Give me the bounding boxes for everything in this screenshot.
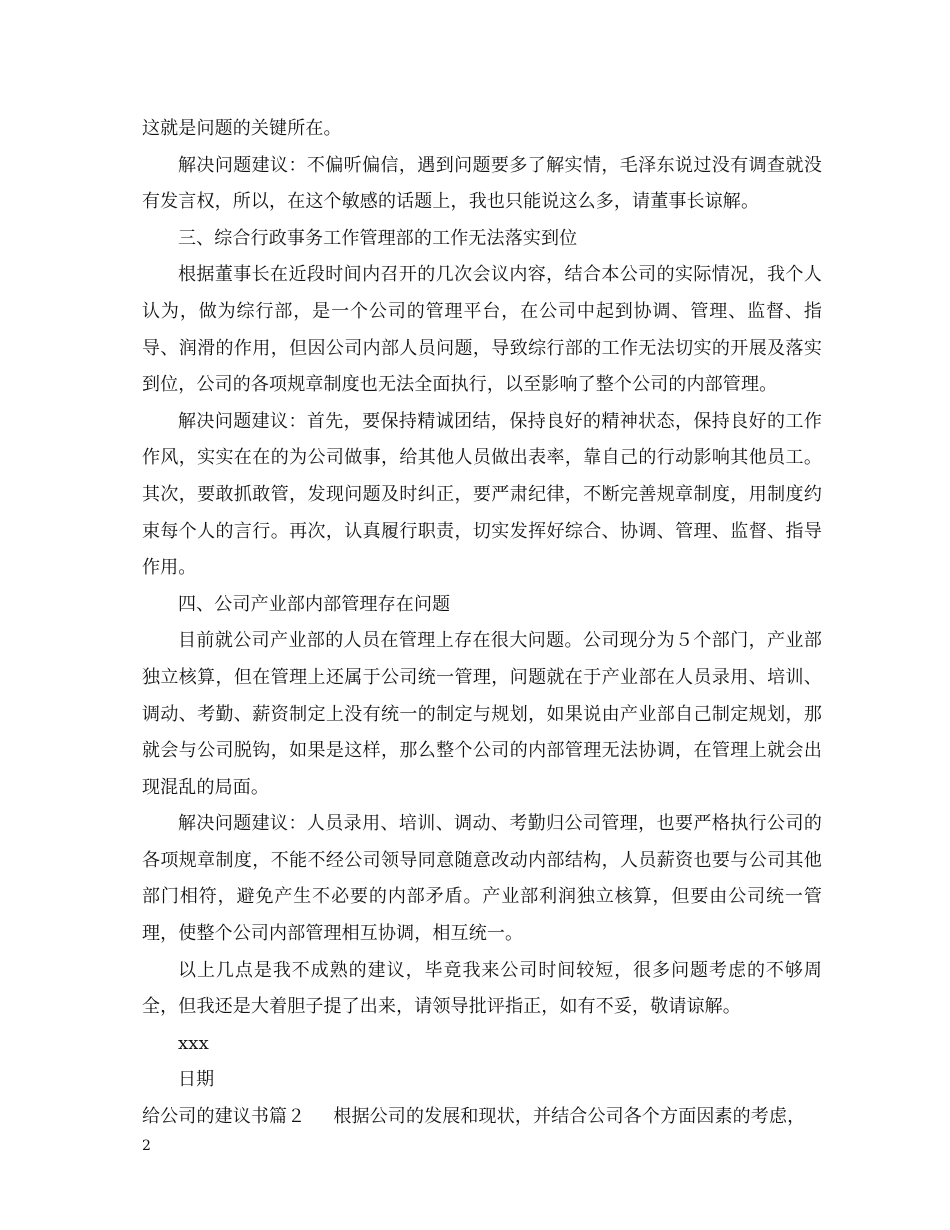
signature-name: xxx [178, 1032, 209, 1054]
section-heading-4: 四、公司产业部内部管理存在问题 [178, 593, 451, 615]
next-article-title: 给公司的建议书篇２ [142, 1106, 306, 1128]
paragraph-suggestion-1: 解决问题建议：不偏听偏信，遇到问题要多了解实情，毛泽东说过没有调查就没有发言权，所以，在这个敏感的话题上，我也只能说这么多，请董事长谅解。 [142, 154, 822, 213]
next-article-line [142, 1099, 822, 1136]
next-article-opening: 根据公司的发展和现状，并结合公司各个方面因素的考虑， [333, 1106, 806, 1128]
document-body [142, 111, 822, 1136]
paragraph-suggestion-2: 解决问题建议：首先，要保持精诚团结，保持良好的精神状态，保持良好的工作作风，实实在在的为公司做事，给其他人员做出表率，靠自己的行动影响其他员工。其次，要敢抓敢管，发现问题及时纠正，要严肃纪律，不断完善规章制度，用制度约束每个人的言行。再次，认真履行职责，切实发挥好综合、协调、管理、监督、指导作用。 [142, 410, 822, 579]
paragraph-suggestion-3: 解决问题建议：人员录用、培训、调动、考勤归公司管理，也要严格执行公司的各项规章制度，不能不经公司领导同意随意改动内部结构，人员薪资也要与公司其他部门相符，避免产生不必要的内部矛盾。产业部利润独立核算，但要由公司统一管理，使整个公司内部管理相互协调，相互统一。 [142, 813, 822, 945]
paragraph-conclusion: 以上几点是我不成熟的建议，毕竟我来公司时间较短，很多问题考虑的不够周全，但我还是大着胆子提了出来，请领导批评指正，如有不妥，敬请谅解。 [142, 959, 822, 1018]
paragraph-section-3-body: 根据董事长在近段时间内召开的几次会议内容，结合本公司的实际情况，我个人认为，做为综行部，是一个公司的管理平台，在公司中起到协调、管理、监督、指导、润滑的作用，但因公司内部人员问题，导致综行部的工作无法切实的开展及落实到位，公司的各项规章制度也无法全面执行，以至影响了整个公司的内部管理。 [142, 264, 822, 396]
paragraph-section-4-body: 目前就公司产业部的人员在管理上存在很大问题。公司现分为５个部门，产业部独立核算，但在管理上还属于公司统一管理，问题就在于产业部在人员录用、培训、调动、考勤、薪资制定上没有统一的制定与规划，如果说由产业部自己制定规划，那就会与公司脱钩，如果是这样，那么整个公司的内部管理无法协调，在管理上就会出现混乱的局面。 [142, 630, 822, 798]
section-heading-3: 三、综合行政事务工作管理部的工作无法落实到位 [178, 227, 578, 249]
signature-date: 日期 [178, 1069, 215, 1091]
page-number: 2 [142, 1138, 151, 1154]
paragraph-continuation: 这就是问题的关键所在。 [142, 118, 342, 139]
